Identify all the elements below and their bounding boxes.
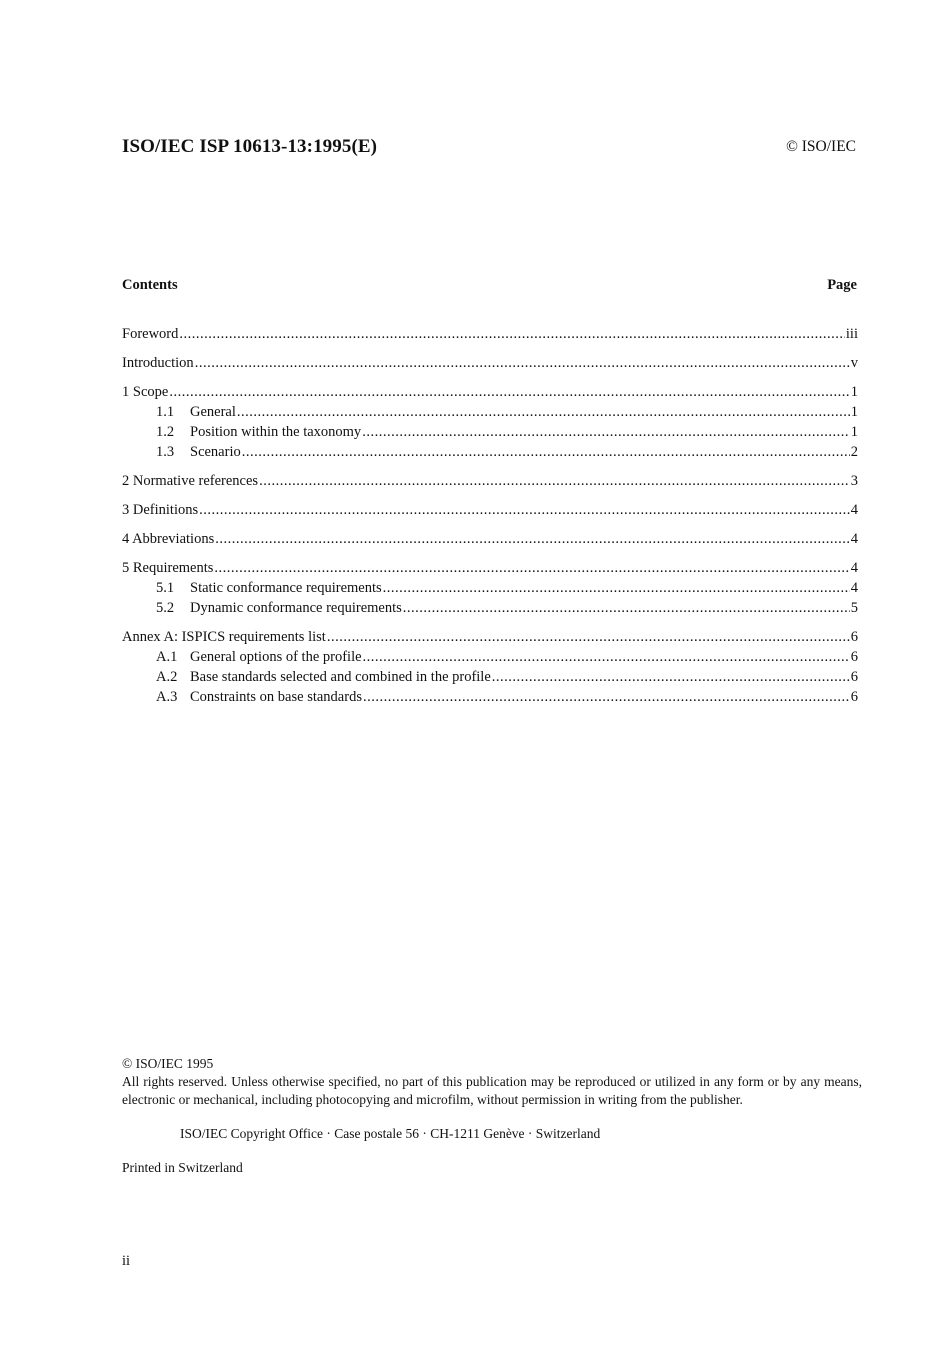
toc-entry-page: iii bbox=[845, 326, 858, 342]
toc-entry-page: 6 bbox=[850, 629, 858, 645]
toc-entry[interactable] bbox=[122, 422, 858, 442]
toc-entry[interactable] bbox=[122, 442, 858, 462]
toc-leader-dots bbox=[259, 471, 850, 491]
toc-leader-dots bbox=[179, 324, 845, 344]
toc-entry-page: 4 bbox=[850, 580, 858, 596]
toc-entry[interactable] bbox=[122, 647, 858, 667]
toc-leader-dots bbox=[363, 647, 850, 667]
toc-entry-title: Position within the taxonomy bbox=[190, 424, 362, 440]
toc-entry-title: Introduction bbox=[122, 355, 194, 371]
toc-entry[interactable] bbox=[122, 500, 858, 520]
toc-leader-dots bbox=[214, 558, 849, 578]
toc-leader-dots bbox=[327, 627, 850, 647]
document-identifier: ISO/IEC ISP 10613-13:1995(E) bbox=[122, 136, 378, 157]
toc-entry-number: A.3 bbox=[156, 689, 178, 705]
toc-entry-page: 1 bbox=[850, 424, 858, 440]
toc-entry-number: 1.1 bbox=[156, 404, 175, 420]
toc-entry-page: 4 bbox=[850, 531, 858, 547]
toc-entry-title: 1 Scope bbox=[122, 384, 169, 400]
toc-entry-number: A.1 bbox=[156, 649, 178, 665]
toc-entry-page: 1 bbox=[850, 404, 858, 420]
toc-entry-number: 1.2 bbox=[156, 424, 175, 440]
table-of-contents bbox=[122, 324, 858, 707]
toc-entry-title: 2 Normative references bbox=[122, 473, 259, 489]
toc-entry-title: General options of the profile bbox=[190, 649, 362, 665]
toc-entry-title: 5 Requirements bbox=[122, 560, 214, 576]
toc-leader-dots bbox=[237, 402, 850, 422]
toc-entry-number: 5.2 bbox=[156, 600, 175, 616]
toc-entry[interactable] bbox=[122, 627, 858, 647]
toc-entry-page: v bbox=[850, 355, 858, 371]
toc-entry[interactable] bbox=[122, 402, 858, 422]
toc-entry-page: 4 bbox=[850, 560, 858, 576]
toc-entry-page: 6 bbox=[850, 689, 858, 705]
toc-entry[interactable] bbox=[122, 353, 858, 373]
toc-leader-dots bbox=[169, 382, 849, 402]
toc-entry-title: 4 Abbreviations bbox=[122, 531, 215, 547]
header-copyright: © ISO/IEC bbox=[786, 138, 856, 155]
page-number: ii bbox=[122, 1253, 131, 1269]
copyright-office-address: ISO/IEC Copyright Office · Case postale 56 · CH-1211 Genève · Switzerland bbox=[180, 1126, 601, 1141]
toc-entry-page: 5 bbox=[850, 600, 858, 616]
toc-entry-number: A.2 bbox=[156, 669, 178, 685]
copyright-year: © ISO/IEC 1995 bbox=[122, 1056, 214, 1071]
toc-entry-title: 3 Definitions bbox=[122, 502, 199, 518]
toc-entry-page: 4 bbox=[850, 502, 858, 518]
toc-entry-page: 6 bbox=[850, 669, 858, 685]
toc-entry-title: General bbox=[190, 404, 236, 420]
contents-heading: Contents bbox=[122, 277, 178, 293]
toc-entry[interactable] bbox=[122, 598, 858, 618]
toc-leader-dots bbox=[215, 529, 850, 549]
toc-leader-dots bbox=[403, 598, 850, 618]
toc-leader-dots bbox=[195, 353, 850, 373]
rights-statement: All rights reserved. Unless otherwise specified, no part of this publication may be reproduced or utilized in any form or by any means, electronic or mechanical, including photocopying and microfilm, without permission in writing from the publisher. bbox=[122, 1074, 862, 1107]
toc-leader-dots bbox=[199, 500, 850, 520]
toc-entry-page: 2 bbox=[850, 444, 858, 460]
toc-entry-page: 1 bbox=[850, 384, 858, 400]
toc-entry-page: 6 bbox=[850, 649, 858, 665]
toc-leader-dots bbox=[363, 687, 850, 707]
page-column-heading: Page bbox=[827, 277, 857, 293]
toc-entry-number: 5.1 bbox=[156, 580, 175, 596]
toc-entry-title: Static conformance requirements bbox=[190, 580, 382, 596]
toc-leader-dots bbox=[362, 422, 850, 442]
toc-entry[interactable] bbox=[122, 324, 858, 344]
toc-entry-title: Base standards selected and combined in the profile bbox=[190, 669, 491, 685]
toc-leader-dots bbox=[492, 667, 850, 687]
toc-entry[interactable] bbox=[122, 529, 858, 549]
toc-entry[interactable] bbox=[122, 687, 858, 707]
printed-in: Printed in Switzerland bbox=[122, 1160, 243, 1175]
toc-entry[interactable] bbox=[122, 578, 858, 598]
toc-entry-title: Constraints on base standards bbox=[190, 689, 362, 705]
toc-entry-title: Annex A: ISPICS requirements list bbox=[122, 629, 326, 645]
copyright-notice bbox=[122, 1055, 862, 1177]
toc-entry[interactable] bbox=[122, 667, 858, 687]
toc-entry[interactable] bbox=[122, 471, 858, 491]
toc-entry-number: 1.3 bbox=[156, 444, 175, 460]
toc-entry-title: Scenario bbox=[190, 444, 241, 460]
toc-entry[interactable] bbox=[122, 558, 858, 578]
toc-entry[interactable] bbox=[122, 382, 858, 402]
toc-leader-dots bbox=[383, 578, 850, 598]
toc-leader-dots bbox=[242, 442, 850, 462]
toc-entry-title: Dynamic conformance requirements bbox=[190, 600, 402, 616]
toc-entry-page: 3 bbox=[850, 473, 858, 489]
toc-entry-title: Foreword bbox=[122, 326, 179, 342]
